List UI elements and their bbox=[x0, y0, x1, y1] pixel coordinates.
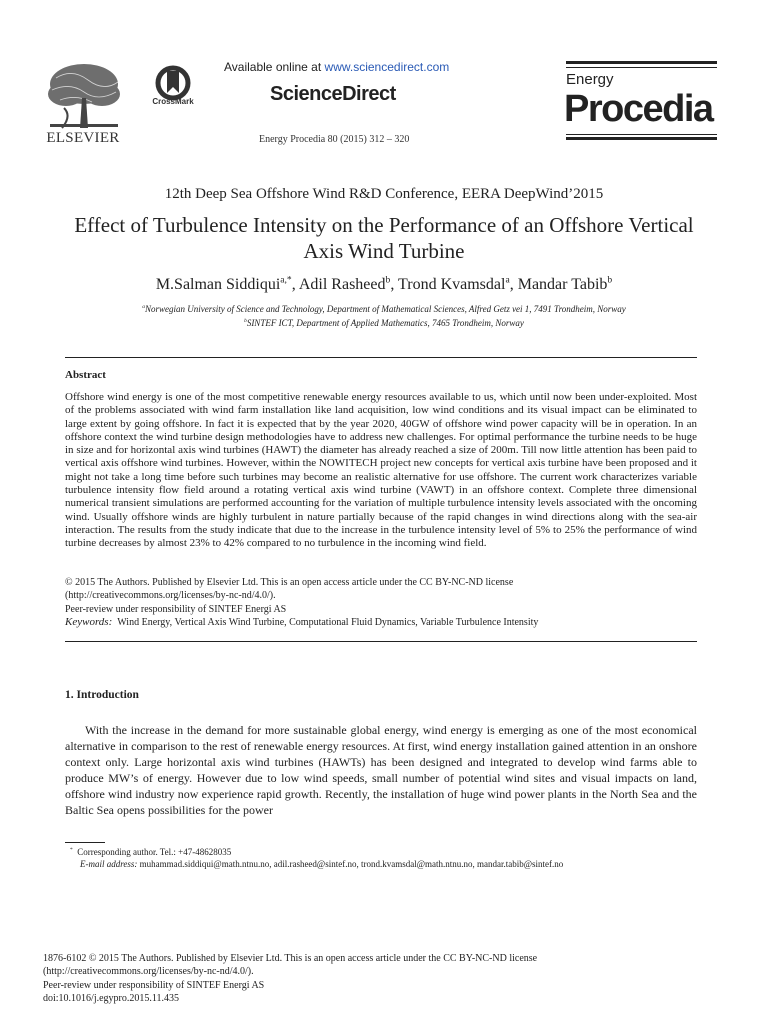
bottom-peer-review: Peer-review under responsibility of SINTEF Energi AS bbox=[43, 980, 265, 991]
conference-name: 12th Deep Sea Offshore Wind R&D Conference, EERA DeepWind’2015 bbox=[164, 186, 604, 202]
affiliation-text: Norwegian University of Science and Technology, Department of Mathematical Sciences, Alfred Getz vei 1, 7491 Trondheim, Norway bbox=[144, 304, 626, 314]
journal-logo-rule bbox=[566, 134, 717, 135]
license-link[interactable]: (http://creativecommons.org/licenses/by-nc-nd/4.0/). bbox=[65, 590, 276, 601]
section-heading-introduction: 1. Introduction bbox=[65, 689, 139, 701]
author-separator: , bbox=[390, 276, 399, 293]
author-separator: , bbox=[291, 276, 299, 293]
corresponding-author-text: Corresponding author. Tel.: +47-48628035 bbox=[77, 847, 232, 857]
abstract-heading: Abstract bbox=[65, 369, 106, 381]
author-name: M.Salman Siddiqui bbox=[155, 276, 281, 293]
author-separator: , bbox=[509, 276, 518, 293]
affiliation-b bbox=[0, 318, 768, 328]
author-affiliation-mark: b bbox=[385, 274, 391, 286]
introduction-body: With the increase in the demand for more sustainable global energy, wind energy is emerging as one of the most economical alternative in comparison to the rest of renewable energy resources. At first, wind energy installation gained attention in an onshore context only. Large horizontal axis wind turbines (HAWTs) has been designed and integrated to develop wind farms able to produce MW’s of energy. However due to low wind speeds, small number of potential wind sites and visual impacts on land, offshore wind industry now experience rapid growth. Recently, the installation of huge wind power plants in the North Sea and the Baltic Sea opens possibilities for the power bbox=[65, 723, 697, 817]
journal-logo-rule bbox=[566, 61, 717, 64]
journal-logo-rule bbox=[566, 137, 717, 140]
crossmark-label: CrossMark bbox=[152, 97, 194, 106]
affiliation-mark: b bbox=[244, 318, 247, 324]
author-list bbox=[0, 276, 768, 294]
sciencedirect-logo: ScienceDirect bbox=[270, 83, 396, 105]
abstract-bottom-rule bbox=[65, 641, 697, 642]
keywords bbox=[65, 616, 538, 628]
issn-license: 1876-6102 © 2015 The Authors. Published by Elsevier Ltd. This is an open access article under the CC BY-NC-ND license bbox=[43, 953, 538, 964]
footnote-rule bbox=[65, 842, 105, 843]
license-statement: © 2015 The Authors. Published by Elsevier Ltd. This is an open access article under the CC BY-NC-ND license bbox=[65, 577, 514, 588]
journal-logo-rule bbox=[566, 67, 717, 68]
sciencedirect-link[interactable]: www.sciencedirect.com bbox=[324, 60, 450, 74]
journal-citation: Energy Procedia 80 (2015) 312 – 320 bbox=[259, 134, 410, 145]
doi[interactable]: doi:10.1016/j.egypro.2015.11.435 bbox=[43, 993, 180, 1004]
footnote-corresponding-author bbox=[70, 847, 231, 857]
email-addresses[interactable]: muhammad.siddiqui@math.ntnu.no, adil.rasheed@sintef.no, trond.kvamsdal@math.ntnu.no, mandar.tabib@sintef.no bbox=[139, 859, 564, 869]
author-affiliation-mark: b bbox=[607, 274, 613, 286]
author-affiliation-mark: a bbox=[505, 274, 510, 286]
available-online bbox=[224, 60, 449, 74]
paper-title: Effect of Turbulence Intensity on the Performance of an Offshore Vertical Axis Wind Turbine bbox=[74, 213, 694, 263]
keywords-label: Keywords: bbox=[65, 616, 113, 628]
footnote-email bbox=[80, 859, 563, 869]
affiliation-mark: a bbox=[142, 304, 145, 310]
author-affiliation-mark: a,* bbox=[280, 274, 292, 286]
author-name: Trond Kvamsdal bbox=[398, 276, 506, 293]
author-name: Mandar Tabib bbox=[517, 276, 608, 293]
peer-review-statement: Peer-review under responsibility of SINTEF Energi AS bbox=[65, 604, 287, 615]
abstract-top-rule bbox=[65, 357, 697, 358]
affiliation-text: SINTEF ICT, Department of Applied Mathematics, 7465 Trondheim, Norway bbox=[246, 318, 524, 328]
abstract-body: Offshore wind energy is one of the most competitive renewable energy resources available to us, which until now been under-exploited. Most of the problems associated with wind farm installation like land acquisition, low wind conditions and its visual impact can be eliminated to large extent by going offshore. In fact it is expected that by the year 2020, 40GW of offshore wind power capacity will be in operation. In an offshore context the wind turbine design methodologies have to address new challenges. For optimal performance the turbine needs to be huge in size and for horizontal axis wind turbines (HAWT) the diameter has already reached a size of 200m. Till now little attention has been paid to vertical axis offshore wind turbines. However, within the NOWITECH project new concepts for vertical axis turbine have been proposed and it might not take a long time before such turbines may become an realistic alternative for use offshore. The current work characterizes variable turbulence intensity flow field around a rotating vertical axis wind turbine (VAWT) in an offshore context. Complete three dimensional numerical transient simulations are performed accounting for the variation of multiple turbulence intensity levels associated with the oncoming wind. Usually offshore winds are highly turbulent in nature partially because of the rapid changes in wind directions along with the sea-air interaction. The results from the study indicate that due to the increase in the turbulence intensity level of 5% to 25% the performance of wind turbine decreases by almost 23% to 42% compared to no turbulence in the incoming wind field. bbox=[65, 391, 697, 550]
keywords-list: Wind Energy, Vertical Axis Wind Turbine, Computational Fluid Dynamics, Variable Turbulence Intensity bbox=[117, 617, 539, 628]
journal-logo-energy: Energy bbox=[566, 71, 614, 88]
available-online-prefix: Available online at bbox=[224, 60, 325, 74]
author-name: Adil Rasheed bbox=[298, 276, 386, 293]
email-label: E-mail address: bbox=[80, 859, 138, 869]
footnote-mark: * bbox=[70, 847, 73, 853]
journal-logo-procedia: Procedia bbox=[564, 88, 713, 130]
affiliation-a bbox=[0, 304, 768, 314]
bottom-license-link[interactable]: (http://creativecommons.org/licenses/by-nc-nd/4.0/). bbox=[43, 966, 254, 977]
elsevier-wordmark: ELSEVIER bbox=[46, 130, 120, 146]
